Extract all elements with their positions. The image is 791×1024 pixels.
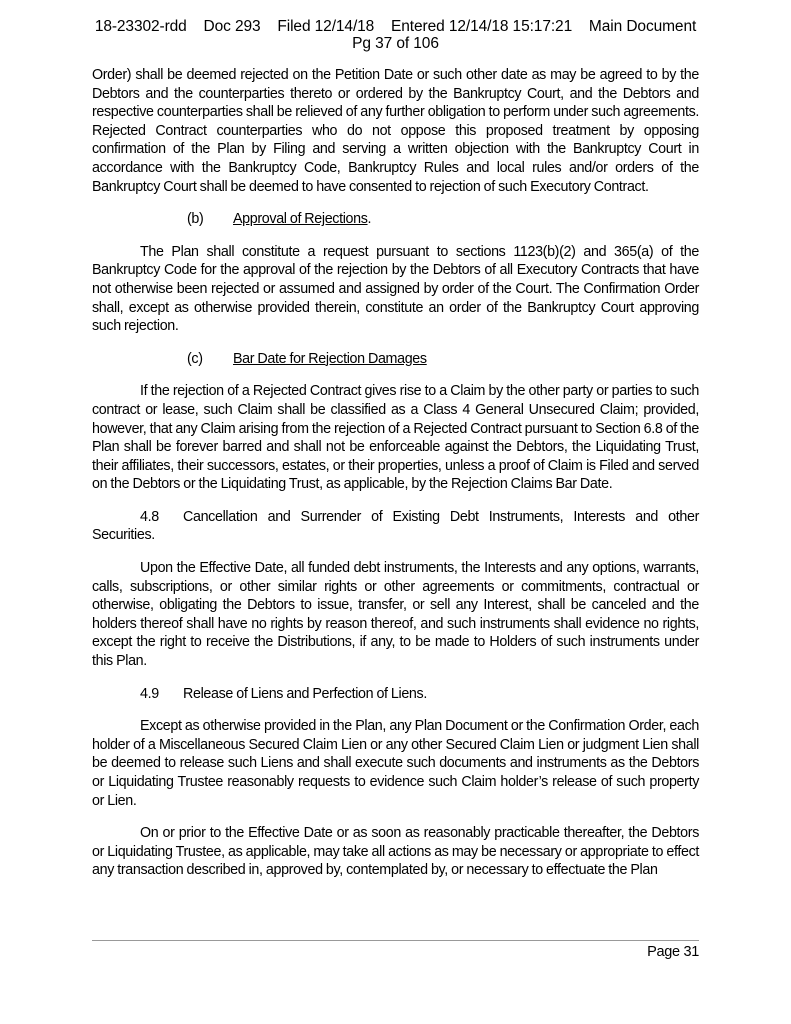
section-heading-4-9: [92, 685, 699, 704]
paragraph-effective-date-actions: On or prior to the Effective Date or as soon as reasonably practicable thereafter, the Debtors or Liquidating Trustee, as applicable, may take all actions as may be necessary or appropriate to effect any transaction described in, approved by, contemplated by, or necessary to effectuate the Plan: [92, 825, 699, 879]
section-heading-4-8: [92, 508, 699, 545]
filing-page-count: Pg 37 of 106: [352, 35, 439, 52]
subsection-title: Approval of Rejections: [233, 211, 368, 228]
section-number: 4.8: [140, 508, 159, 525]
subsection-title: Bar Date for Rejection Damages: [233, 350, 427, 367]
paragraph-bar-date: If the rejection of a Rejected Contract gives rise to a Claim by the other party or parties to such contract or lease, such Claim shall be classified as a Class 4 General Unsecured Claim; provided, however, that any Claim arising from the rejection of a Rejected Contract pursuant to Section 6.8 of the Plan shall be forever barred and shall not be enforceable against the Debtors, the Liquidating Trust, their affiliates, their successors, estates, or their properties, unless a proof of Claim is Filed and served on the Debtors or the Liquidating Trust, as applicable, by the Rejection Claims Bar Date.: [92, 383, 699, 493]
subsection-heading-c: [92, 350, 699, 369]
paragraph-continued: Order) shall be deemed rejected on the Petition Date or such other date as may be agreed to by the Debtors and the counterparties thereto or ordered by the Bankruptcy Court, and the Debtors and respective counterparties shall be relieved of any further obligation to perform under such agreements. Rejected Contract counterparties who do not oppose this proposed treatment by opposing confirmation of the Plan by Filing and serving a written objection with the Bankruptcy Court in accordance with the Bankruptcy Code, Bankruptcy Rules and local rules and/or orders of the Bankruptcy Court shall be deemed to have consented to rejection of such Executory Contract.: [92, 67, 699, 195]
section-title: Release of Liens and Perfection of Liens.: [183, 685, 427, 702]
section-title: Cancellation and Surrender of Existing Debt Instruments, Interests and other Securities.: [92, 508, 699, 544]
page-number: Page 31: [647, 944, 699, 960]
filing-header-line: 18-23302-rdd Doc 293 Filed 12/14/18 Entered 12/14/18 15:17:21 Main Document: [94, 18, 697, 35]
subsection-number: (b): [187, 211, 204, 228]
subsection-number: (c): [187, 350, 203, 367]
section-number: 4.9: [140, 685, 159, 702]
document-body: [92, 66, 699, 880]
paragraph-release-of-liens: Except as otherwise provided in the Plan, any Plan Document or the Confirmation Order, each holder of a Miscellaneous Secured Claim Lien or any other Secured Claim Lien or judgment Lien shall be deemed to release such Liens and shall execute such documents and instruments as the Debtors or Liquidating Trustee reasonably requests to evidence such Claim holder’s release of such property or Lien.: [92, 718, 699, 809]
footer-divider: [92, 940, 699, 941]
paragraph-approval-of-rejections: The Plan shall constitute a request pursuant to sections 1123(b)(2) and 365(a) of the Bankruptcy Code for the approval of the rejection by the Debtors of all Executory Contracts that have not otherwise been rejected or assumed and assigned by order of the Court. The Confirmation Order shall, except as otherwise provided therein, constitute an order of the Bankruptcy Court approving such rejection.: [92, 243, 699, 335]
paragraph-cancellation: Upon the Effective Date, all funded debt instruments, the Interests and any options, warrants, calls, subscriptions, or other similar rights or other agreements or commitments, contractual or otherwise, obligating the Debtors to issue, transfer, or sell any Interest, shall be canceled and the holders thereof shall have no rights by reason thereof, and such instruments shall evidence no rights, except the right to receive the Distributions, if any, to be made to Holders of such instruments under this Plan.: [92, 560, 699, 670]
subsection-heading-b: [92, 210, 699, 229]
filing-header: [0, 18, 791, 52]
subsection-title-tail: .: [367, 211, 372, 228]
